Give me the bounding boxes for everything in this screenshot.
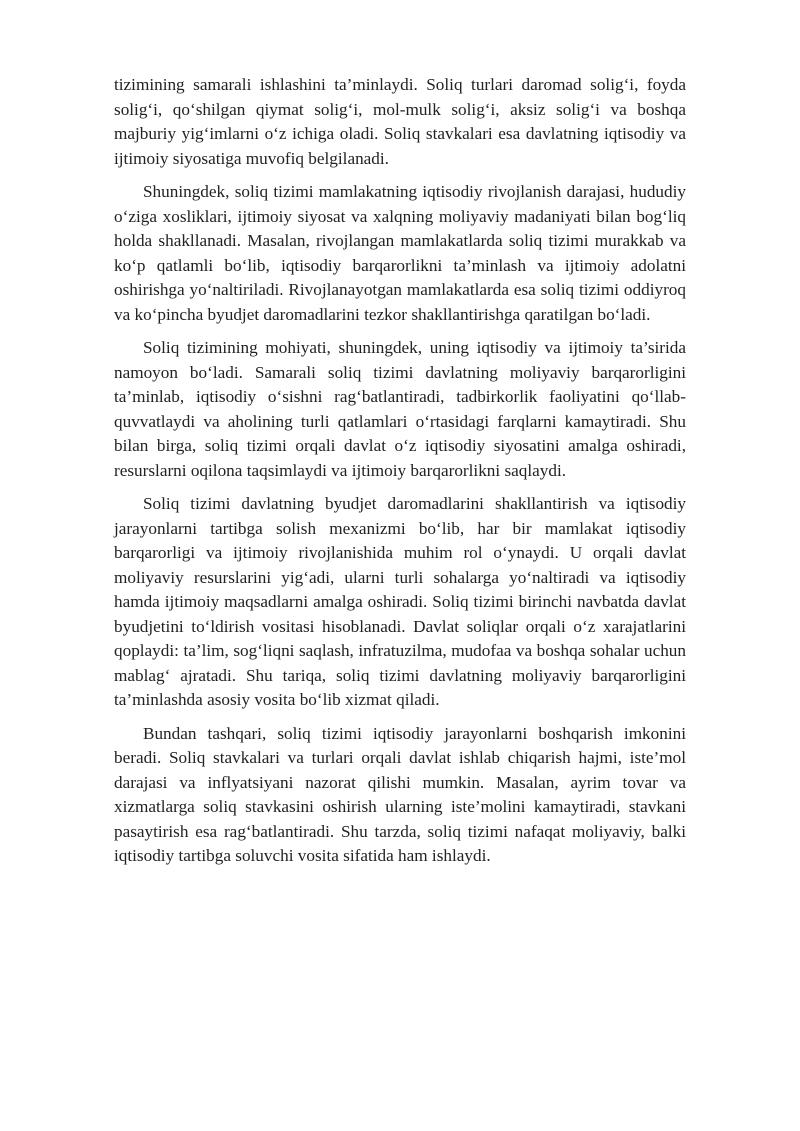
paragraph-5: Bundan tashqari, soliq tizimi iqtisodiy jarayonlarni boshqarish imkonini beradi. Soliq stavkalari va turlari orqali davlat ishlab chiqarish hajmi, iste’mol darajasi va inflyatsiyani nazorat qilishi mumkin. Masalan, ayrim tovar va xizmatlarga soliq stavkasini oshirish ularning iste’molini kamaytiradi, stavkani pasaytirish esa rag‘batlantiradi. Shu tarzda, soliq tizimi nafaqat moliyaviy, balki iqtisodiy tartibga soluvchi vosita sifatida ham ishlaydi. <box>114 723 686 865</box>
paragraph-2: Shuningdek, soliq tizimi mamlakatning iqtisodiy rivojlanish darajasi, hududiy o‘ziga xosliklari, ijtimoiy siyosat va xalqning moliyaviy madaniyati bilan bog‘liq holda shakllanadi. Masalan, rivojlangan mamlakatlarda soliq tizimi murakkab va ko‘p qatlamli bo‘lib, iqtisodiy barqarorlikni ta’minlash va ijtimoiy adolatni oshirishga yo‘naltiriladi. Rivojlanayotgan mamlakatlarda esa soliq tizimi oddiyroq va ko‘pincha byudjet daromadlarini tezkor shakllantirishga qaratilgan bo‘ladi. <box>114 182 686 324</box>
document-page <box>114 73 686 878</box>
paragraph-1: tizimining samarali ishlashini ta’minlaydi. Soliq turlari daromad solig‘i, foyda solig‘i, qo‘shilgan qiymat solig‘i, mol-mulk solig‘i, aksiz solig‘i va boshqa majburiy yig‘imlarni o‘z ichiga oladi. Soliq stavkalari esa davlatning iqtisodiy va ijtimoiy siyosatiga muvofiq belgilanadi. <box>114 75 686 168</box>
paragraph-3: Soliq tizimining mohiyati, shuningdek, uning iqtisodiy va ijtimoiy ta’sirida namoyon bo‘ladi. Samarali soliq tizimi davlatning moliyaviy barqarorligini ta’minlab, iqtisodiy o‘sishni rag‘batlantiradi, tadbirkorlik faoliyatini qo‘llab-quvvatlaydi va aholining turli qatlamlari o‘rtasidagi farqlarni kamaytiradi. Shu bilan birga, soliq tizimi orqali davlat o‘z iqtisodiy siyosatini amalga oshiradi, resurslarni oqilona taqsimlaydi va ijtimoiy barqarorlikni saqlaydi. <box>114 338 686 480</box>
paragraph-4: Soliq tizimi davlatning byudjet daromadlarini shakllantirish va iqtisodiy jarayonlarni tartibga solish mexanizmi bo‘lib, har bir mamlakat iqtisodiy barqarorligi va ijtimoiy rivojlanishida muhim rol o‘ynaydi. U orqali davlat moliyaviy resurslarini yig‘adi, ularni turli sohalarga yo‘naltiradi va iqtisodiy hamda ijtimoiy maqsadlarni amalga oshiradi. Soliq tizimi birinchi navbatda davlat byudjetini to‘ldirish vositasi hisoblanadi. Davlat soliqlar orqali o‘z xarajatlarini qoplaydi: ta’lim, sog‘liqni saqlash, infratuzilma, mudofaa va boshqa sohalar uchun mablag‘ ajratadi. Shu tariqa, soliq tizimi davlatning moliyaviy barqarorligini ta’minlashda asosiy vosita bo‘lib xizmat qiladi. <box>114 494 686 709</box>
